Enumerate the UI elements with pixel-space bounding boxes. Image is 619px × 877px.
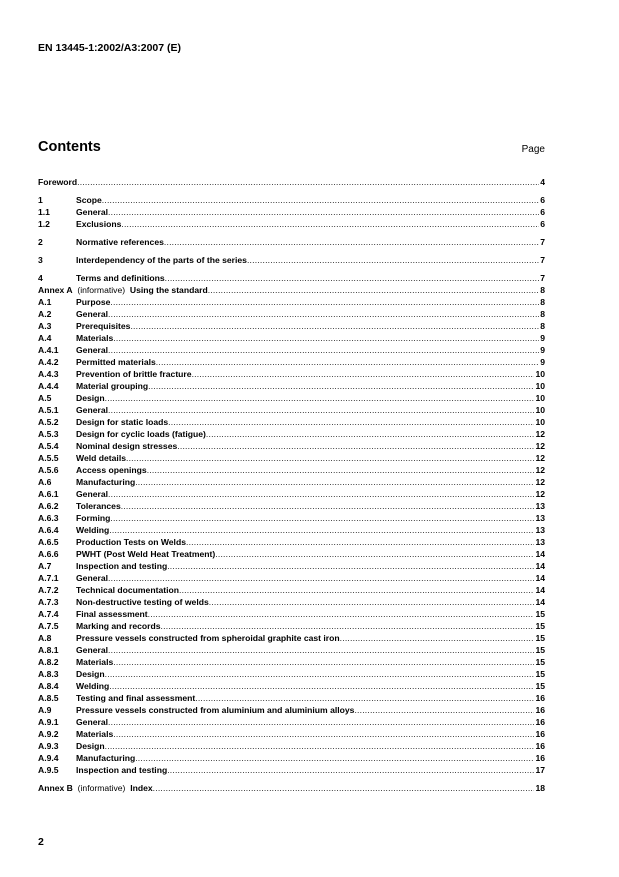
- dot-leader: [108, 344, 539, 356]
- toc-entry-title: General: [76, 489, 109, 499]
- toc-entry-page: 14: [535, 585, 545, 595]
- toc-entry[interactable]: [38, 512, 545, 524]
- toc-entry[interactable]: [38, 380, 545, 392]
- toc-entry[interactable]: [38, 488, 545, 500]
- toc-entry-page: 14: [535, 573, 545, 583]
- toc-entry-page: 15: [535, 609, 545, 619]
- dot-leader: [165, 272, 540, 284]
- dot-leader: [167, 560, 534, 572]
- toc-entry-title: Purpose: [76, 297, 111, 307]
- toc-entry-title: Design: [76, 741, 105, 751]
- toc-entry-title: General: [76, 309, 109, 319]
- toc-entry[interactable]: [38, 296, 545, 308]
- toc-entry-number: 3: [38, 255, 43, 265]
- toc-entry-title: Manufacturing: [76, 477, 136, 487]
- toc-entry-number: A.6: [38, 477, 52, 487]
- toc-entry-title: Design: [76, 393, 105, 403]
- dot-leader: [108, 488, 534, 500]
- toc-entry-number: A.9.4: [38, 753, 59, 763]
- toc-entry-title: General: [76, 573, 109, 583]
- dot-leader: [164, 236, 539, 248]
- toc-entry-number: A.9.5: [38, 765, 59, 775]
- toc-entry-page: 15: [535, 621, 545, 631]
- toc-entry-title: Foreword: [38, 177, 78, 187]
- dot-leader: [148, 608, 535, 620]
- toc-entry-page: 12: [535, 465, 545, 475]
- toc-entry-page: 6: [540, 219, 545, 229]
- toc-entry-page: 12: [535, 489, 545, 499]
- toc-entry[interactable]: [38, 572, 545, 584]
- toc-entry-page: 15: [535, 681, 545, 691]
- toc-entry-page: 13: [535, 501, 545, 511]
- dot-leader: [77, 176, 539, 188]
- dot-leader: [135, 476, 534, 488]
- toc-entry[interactable]: [38, 752, 545, 764]
- dot-leader: [168, 416, 534, 428]
- toc-entry[interactable]: [38, 716, 545, 728]
- toc-entry-page: 13: [535, 513, 545, 523]
- toc-entry-page: 16: [535, 705, 545, 715]
- toc-entry-number: A.1: [38, 297, 52, 307]
- toc-entry-page: 18: [535, 783, 545, 793]
- dot-leader: [215, 548, 534, 560]
- dot-leader: [108, 206, 539, 218]
- toc-entry-title: General: [76, 645, 109, 655]
- annex-label: Annex A: [38, 285, 73, 295]
- dot-leader: [186, 536, 534, 548]
- toc-entry-number: A.7.5: [38, 621, 59, 631]
- dot-leader: [108, 716, 534, 728]
- toc-entry-title: Nominal design stresses: [76, 441, 178, 451]
- toc-entry-number: A.9.2: [38, 729, 59, 739]
- toc-entry[interactable]: [38, 704, 545, 716]
- toc-entry-number: 1: [38, 195, 43, 205]
- dot-leader: [121, 500, 535, 512]
- toc-entry-title: Materials: [76, 333, 114, 343]
- toc-entry-title: Materials: [76, 729, 114, 739]
- toc-entry-number: A.4.2: [38, 357, 59, 367]
- toc-entry-number: A.8.2: [38, 657, 59, 667]
- dot-leader: [109, 524, 534, 536]
- toc-entry-title: Design: [76, 669, 105, 679]
- toc-entry-number: A.5.1: [38, 405, 59, 415]
- toc-entry-title: General: [76, 207, 109, 217]
- toc-entry[interactable]: [38, 284, 545, 296]
- document-id-header: EN 13445-1:2002/A3:2007 (E): [38, 42, 182, 54]
- toc-entry[interactable]: [38, 194, 545, 206]
- toc-entry-number: A.6.4: [38, 525, 59, 535]
- dot-leader: [113, 332, 539, 344]
- toc-entry[interactable]: [38, 236, 545, 248]
- toc-entry-page: 16: [535, 729, 545, 739]
- toc-entry-title: Normative references: [76, 237, 164, 247]
- dot-leader: [102, 194, 539, 206]
- dot-leader: [105, 392, 535, 404]
- toc-entry-title: Prerequisites: [76, 321, 131, 331]
- toc-entry-title: General: [76, 345, 109, 355]
- toc-entry-title: Final assessment: [76, 609, 148, 619]
- annex-title: Using the standard: [129, 285, 208, 295]
- toc-entry-number: A.7.4: [38, 609, 59, 619]
- toc-entry-title: Design for cyclic loads (fatigue): [76, 429, 206, 439]
- toc-entry-page: 16: [535, 753, 545, 763]
- toc-entry[interactable]: [38, 680, 545, 692]
- toc-entry-title: Welding: [76, 525, 110, 535]
- dot-leader: [192, 368, 535, 380]
- dot-leader: [147, 464, 535, 476]
- toc-entry-page: 8: [540, 285, 545, 295]
- annex-informative-label: (informative): [77, 285, 126, 295]
- toc-entry[interactable]: [38, 344, 545, 356]
- toc-entry[interactable]: [38, 644, 545, 656]
- toc-entry-title: Inspection and testing: [76, 765, 168, 775]
- dot-leader: [126, 452, 534, 464]
- dot-leader: [153, 782, 535, 794]
- toc-entry[interactable]: [38, 536, 545, 548]
- toc-entry-page: 7: [540, 237, 545, 247]
- toc-entry-title: Pressure vessels constructed from spheroidal graphite cast iron: [76, 633, 340, 643]
- toc-entry-title: [38, 782, 153, 794]
- toc-entry[interactable]: [38, 428, 545, 440]
- dot-leader: [108, 308, 539, 320]
- toc-entry-number: A.7.3: [38, 597, 59, 607]
- toc-entry-number: 1.2: [38, 219, 50, 229]
- toc-entry-page: 16: [535, 741, 545, 751]
- annex-title: Index: [130, 783, 153, 793]
- toc-entry[interactable]: [38, 440, 545, 452]
- toc-entry-title: Access openings: [76, 465, 147, 475]
- toc-entry[interactable]: [38, 782, 545, 794]
- toc-entry-title: Design for static loads: [76, 417, 169, 427]
- toc-entry[interactable]: [38, 596, 545, 608]
- toc-entry-number: A.7.1: [38, 573, 59, 583]
- toc-entry[interactable]: [38, 584, 545, 596]
- toc-entry-page: 13: [535, 537, 545, 547]
- toc-entry[interactable]: [38, 206, 545, 218]
- toc-entry[interactable]: [38, 320, 545, 332]
- toc-entry[interactable]: [38, 560, 545, 572]
- toc-entry-page: 10: [535, 405, 545, 415]
- toc-entry-title: Inspection and testing: [76, 561, 168, 571]
- page-number: 2: [38, 836, 44, 848]
- dot-leader: [110, 296, 539, 308]
- toc-entry[interactable]: [38, 632, 545, 644]
- toc-entry-number: A.4.3: [38, 369, 59, 379]
- toc-entry-number: A.3: [38, 321, 52, 331]
- toc-entry[interactable]: [38, 548, 545, 560]
- toc-entry-title: Weld details: [76, 453, 126, 463]
- toc-entry-title: Tolerances: [76, 501, 121, 511]
- toc-entry-title: General: [76, 717, 109, 727]
- toc-entry[interactable]: [38, 476, 545, 488]
- toc-entry-page: 12: [535, 477, 545, 487]
- toc-entry-number: A.6.2: [38, 501, 59, 511]
- dot-leader: [105, 668, 535, 680]
- dot-leader: [208, 284, 540, 296]
- toc-entry-page: 12: [535, 441, 545, 451]
- toc-entry[interactable]: [38, 272, 545, 284]
- table-of-contents: [38, 176, 545, 794]
- contents-title: Contents: [38, 139, 101, 155]
- toc-entry[interactable]: [38, 308, 545, 320]
- toc-entry-page: 4: [540, 177, 545, 187]
- dot-leader: [108, 572, 534, 584]
- toc-entry-title: PWHT (Post Weld Heat Treatment): [76, 549, 216, 559]
- dot-leader: [108, 644, 534, 656]
- toc-entry-page: 16: [535, 717, 545, 727]
- toc-entry[interactable]: [38, 218, 545, 230]
- toc-entry-number: A.7.2: [38, 585, 59, 595]
- toc-entry[interactable]: [38, 764, 545, 776]
- toc-entry-page: 8: [540, 309, 545, 319]
- dot-leader: [109, 680, 534, 692]
- dot-leader: [113, 656, 534, 668]
- toc-entry-title: Exclusions: [76, 219, 122, 229]
- toc-entry-title: General: [76, 405, 109, 415]
- toc-entry-number: A.4: [38, 333, 52, 343]
- toc-entry-number: A.8.1: [38, 645, 59, 655]
- toc-entry-title: Permitted materials: [76, 357, 156, 367]
- toc-entry-page: 10: [535, 417, 545, 427]
- toc-entry-page: 13: [535, 525, 545, 535]
- dot-leader: [121, 218, 539, 230]
- toc-entry-title: Testing and final assessment: [76, 693, 196, 703]
- dot-leader: [177, 440, 534, 452]
- dot-leader: [110, 512, 534, 524]
- toc-entry[interactable]: [38, 464, 545, 476]
- toc-entry-title: Materials: [76, 657, 114, 667]
- toc-entry-number: A.9: [38, 705, 52, 715]
- toc-entry-page: 15: [535, 645, 545, 655]
- toc-entry-number: 1.1: [38, 207, 50, 217]
- toc-entry[interactable]: [38, 620, 545, 632]
- toc-entry-title: Marking and records: [76, 621, 161, 631]
- dot-leader: [167, 764, 534, 776]
- toc-entry[interactable]: [38, 692, 545, 704]
- toc-entry-title: Prevention of brittle fracture: [76, 369, 192, 379]
- toc-entry-title: Material grouping: [76, 381, 149, 391]
- dot-leader: [108, 404, 534, 416]
- toc-entry-page: 14: [535, 597, 545, 607]
- toc-entry[interactable]: [38, 500, 545, 512]
- toc-entry[interactable]: [38, 416, 545, 428]
- toc-entry-page: 12: [535, 453, 545, 463]
- toc-entry-page: 10: [535, 393, 545, 403]
- toc-entry-number: A.7: [38, 561, 52, 571]
- toc-entry[interactable]: [38, 668, 545, 680]
- toc-entry[interactable]: [38, 392, 545, 404]
- dot-leader: [179, 584, 534, 596]
- toc-entry[interactable]: [38, 332, 545, 344]
- toc-entry[interactable]: [38, 404, 545, 416]
- toc-entry[interactable]: [38, 176, 545, 188]
- toc-entry-number: 2: [38, 237, 43, 247]
- dot-leader: [354, 704, 534, 716]
- dot-leader: [105, 740, 535, 752]
- toc-entry-page: 8: [540, 297, 545, 307]
- toc-entry-page: 6: [540, 207, 545, 217]
- toc-entry[interactable]: [38, 608, 545, 620]
- toc-entry-number: A.9.1: [38, 717, 59, 727]
- toc-entry-page: 16: [535, 693, 545, 703]
- toc-entry-page: 17: [535, 765, 545, 775]
- toc-entry-page: 7: [540, 273, 545, 283]
- toc-entry-title: Manufacturing: [76, 753, 136, 763]
- dot-leader: [209, 596, 535, 608]
- toc-entry-page: 8: [540, 321, 545, 331]
- toc-entry-number: A.4.4: [38, 381, 59, 391]
- toc-entry-title: Production Tests on Welds: [76, 537, 186, 547]
- toc-entry-number: A.5.2: [38, 417, 59, 427]
- toc-entry-page: 9: [540, 357, 545, 367]
- toc-entry-title: Terms and definitions: [76, 273, 165, 283]
- toc-entry-number: A.6.6: [38, 549, 59, 559]
- toc-entry-page: 15: [535, 657, 545, 667]
- page-column-label: Page: [521, 144, 545, 155]
- toc-entry-number: A.8: [38, 633, 52, 643]
- toc-entry-number: A.6.1: [38, 489, 59, 499]
- dot-leader: [206, 428, 535, 440]
- toc-entry-number: A.2: [38, 309, 52, 319]
- toc-entry-page: 6: [540, 195, 545, 205]
- toc-entry[interactable]: [38, 740, 545, 752]
- toc-entry-title: Interdependency of the parts of the series: [76, 255, 247, 265]
- toc-entry-page: 14: [535, 561, 545, 571]
- toc-entry-page: 15: [535, 669, 545, 679]
- toc-entry-number: A.5.3: [38, 429, 59, 439]
- dot-leader: [148, 380, 534, 392]
- toc-entry-number: A.9.3: [38, 741, 59, 751]
- toc-entry-number: A.5.4: [38, 441, 59, 451]
- toc-entry-title: Scope: [76, 195, 102, 205]
- dot-leader: [161, 620, 535, 632]
- toc-entry-number: A.6.5: [38, 537, 59, 547]
- toc-entry-number: A.4.1: [38, 345, 59, 355]
- toc-entry-number: A.8.3: [38, 669, 59, 679]
- toc-entry-number: A.8.4: [38, 681, 59, 691]
- toc-entry[interactable]: [38, 728, 545, 740]
- toc-entry-title: [38, 284, 208, 296]
- toc-entry-number: 4: [38, 273, 43, 283]
- toc-entry-title: Technical documentation: [76, 585, 179, 595]
- dot-leader: [340, 632, 535, 644]
- dot-leader: [113, 728, 534, 740]
- toc-entry-number: A.5.6: [38, 465, 59, 475]
- dot-leader: [135, 752, 534, 764]
- toc-entry-title: Pressure vessels constructed from aluminium and aluminium alloys: [76, 705, 355, 715]
- toc-entry[interactable]: [38, 452, 545, 464]
- dot-leader: [130, 320, 539, 332]
- toc-entry[interactable]: [38, 368, 545, 380]
- annex-label: Annex B: [38, 783, 73, 793]
- toc-entry-page: 10: [535, 369, 545, 379]
- toc-entry-number: A.6.3: [38, 513, 59, 523]
- toc-entry-number: A.5.5: [38, 453, 59, 463]
- toc-entry-page: 10: [535, 381, 545, 391]
- toc-entry-title: Forming: [76, 513, 111, 523]
- dot-leader: [195, 692, 534, 704]
- annex-informative-label: (informative): [77, 783, 126, 793]
- toc-entry[interactable]: [38, 254, 545, 266]
- toc-entry-title: Welding: [76, 681, 110, 691]
- toc-entry-page: 12: [535, 429, 545, 439]
- dot-leader: [156, 356, 539, 368]
- toc-entry[interactable]: [38, 656, 545, 668]
- toc-entry-page: 9: [540, 345, 545, 355]
- toc-entry[interactable]: [38, 356, 545, 368]
- dot-leader: [247, 254, 539, 266]
- toc-entry[interactable]: [38, 524, 545, 536]
- toc-entry-page: 9: [540, 333, 545, 343]
- toc-entry-page: 7: [540, 255, 545, 265]
- toc-entry-page: 14: [535, 549, 545, 559]
- toc-entry-page: 15: [535, 633, 545, 643]
- toc-entry-number: A.5: [38, 393, 52, 403]
- toc-entry-title: Non-destructive testing of welds: [76, 597, 209, 607]
- toc-entry-number: A.8.5: [38, 693, 59, 703]
